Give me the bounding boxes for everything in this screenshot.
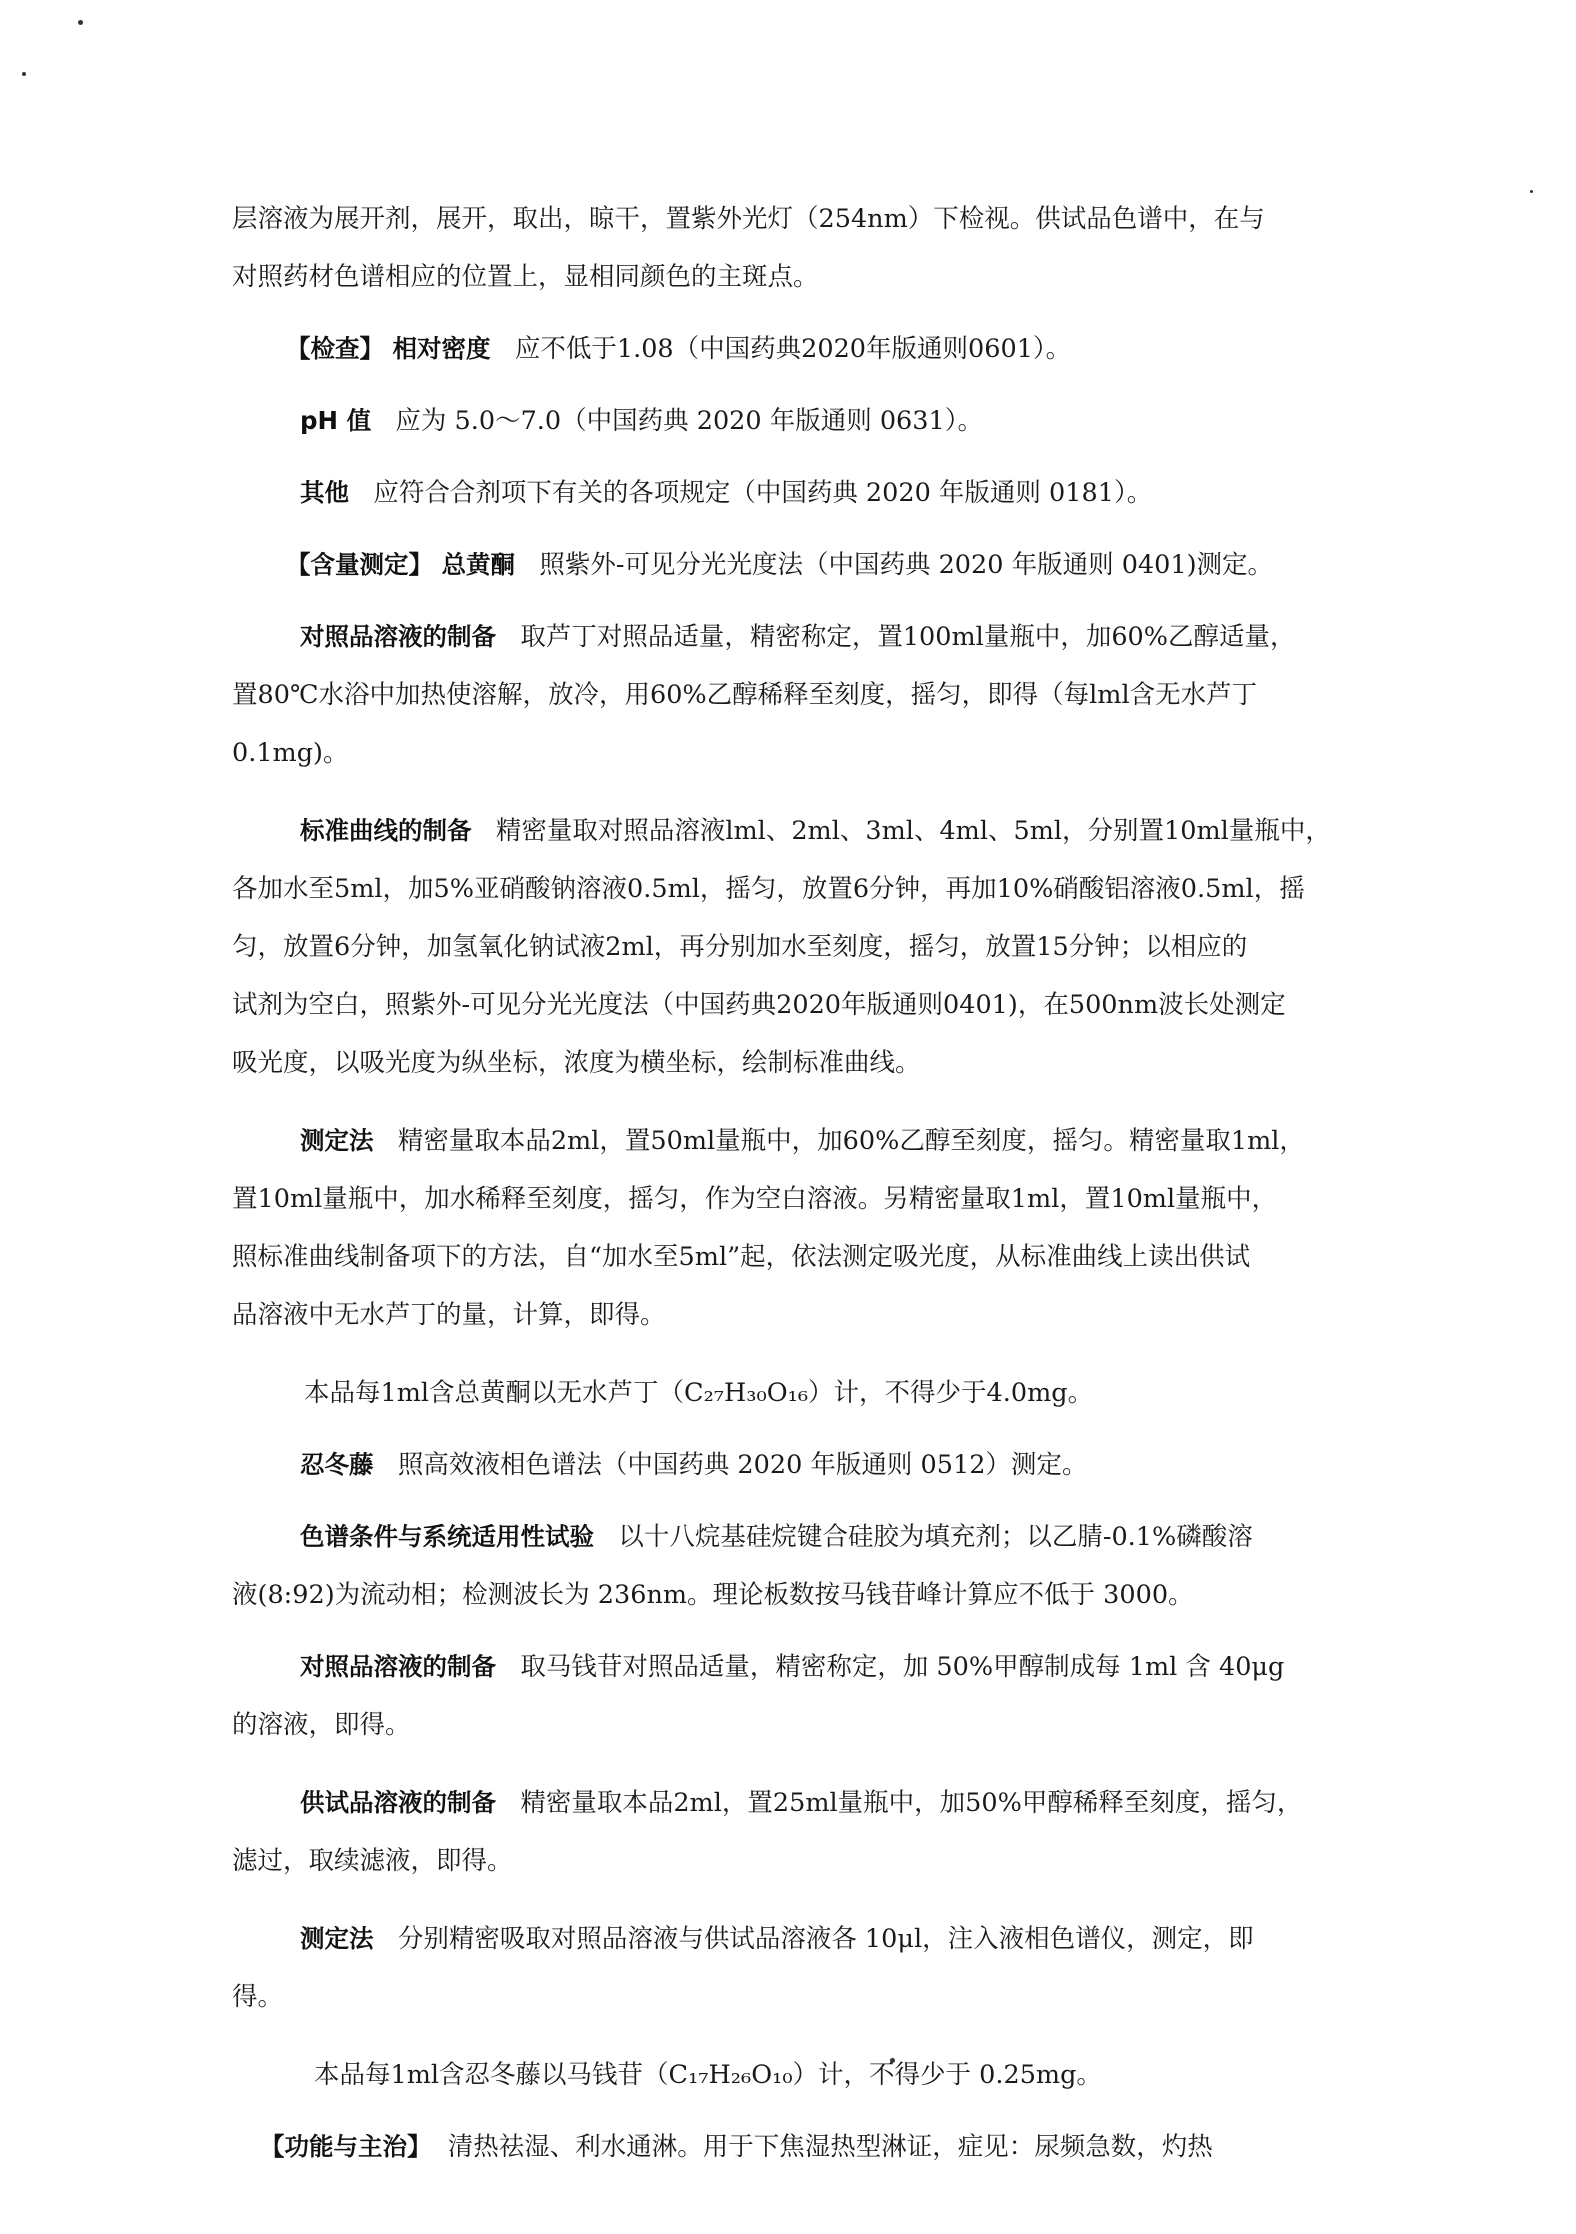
text-line [232,1832,1352,1890]
line-heading: 【含量测定】 总黄酮 [286,550,516,579]
line-text: 取马钱苷对照品适量，精密称定，加 50%甲醇制成每 1ml 含 40μg [520,1652,1285,1682]
line-text: 对照药材色谱相应的位置上，显相同颜色的主斑点。 [232,262,819,292]
text-line [232,1910,1352,1968]
line-text: 应为 5.0～7.0（中国药典 2020 年版通则 0631）。 [395,406,983,436]
text-line [232,1228,1352,1286]
line-text: 液(8:92)为流动相；检测波长为 236nm。理论板数按马钱苷峰计算应不低于 3000。 [232,1580,1194,1610]
text-line [232,1696,1352,1754]
line-text: 本品每1ml含忍冬藤以马钱苷（C₁₇H₂₆O₁₀）计，不得少于 0.25mg。 [314,2060,1102,2090]
line-text: 各加水至5ml，加5%亚硝酸钠溶液0.5ml，摇匀，放置6分钟，再加10%硝酸铝溶液0.5ml，摇 [232,874,1305,904]
line-text: 得。 [232,1982,284,2012]
text-line [232,1112,1352,1170]
line-heading: 测定法 [300,1924,374,1953]
line-heading: 【检查】 相对密度 [286,334,491,363]
text-line [232,1508,1352,1566]
line-text: 0.1mg)。 [232,738,349,768]
line-text: 滤过，取续滤液，即得。 [232,1846,513,1876]
text-line [232,1566,1352,1624]
line-heading: 供试品溶液的制备 [300,1788,496,1817]
line-text: 的溶液，即得。 [232,1710,411,1740]
text-line [232,1436,1352,1494]
text-line [232,190,1352,248]
line-text: 精密量取对照品溶液lml、2ml、3ml、4ml、5ml，分别置10ml量瓶中， [495,816,1331,846]
line-heading: 测定法 [300,1126,374,1155]
line-text: 试剂为空白，照紫外-可见分光光度法（中国药典2020年版通则0401)，在500nm波长处测定 [232,990,1286,1020]
line-heading: 对照品溶液的制备 [300,1652,496,1681]
line-text: 置10ml量瓶中，加水稀释至刻度，摇匀，作为空白溶液。另精密量取1ml，置10ml量瓶中， [232,1184,1278,1214]
document-body [232,190,1352,2176]
line-text: 照标准曲线制备项下的方法，自“加水至5ml”起，依法测定吸光度，从标准曲线上读出供试 [232,1242,1251,1272]
text-line [232,802,1352,860]
scan-speck [78,20,83,25]
text-line [232,2046,1352,2104]
text-line [232,1286,1352,1344]
line-text: 应不低于1.08（中国药典2020年版通则0601）。 [514,334,1072,364]
ph-line [232,392,1352,450]
line-text: 吸光度，以吸光度为纵坐标，浓度为横坐标，绘制标准曲线。 [232,1048,921,1078]
line-text: 匀，放置6分钟，加氢氧化钠试液2ml，再分别加水至刻度，摇匀，放置15分钟；以相应的 [232,932,1248,962]
text-line [232,1638,1352,1696]
scan-speck [22,72,26,76]
line-text: 照紫外-可见分光光度法（中国药典 2020 年版通则 0401)测定。 [539,550,1274,580]
text-line [232,1968,1352,2026]
line-heading: 【功能与主治】 [260,2132,432,2161]
text-line [232,860,1352,918]
scan-speck [1530,190,1533,193]
line-heading: 色谱条件与系统适用性试验 [300,1522,594,1551]
other-line [232,464,1352,522]
text-line [232,666,1352,724]
function-heading-line [232,2118,1352,2176]
text-line [232,976,1352,1034]
line-text: 应符合合剂项下有关的各项规定（中国药典 2020 年版通则 0181）。 [373,478,1153,508]
line-text: 照高效液相色谱法（中国药典 2020 年版通则 0512）测定。 [397,1450,1088,1480]
line-heading: 其他 [300,478,349,507]
text-line [232,1170,1352,1228]
line-text: 置80℃水浴中加热使溶解，放冷，用60%乙醇稀释至刻度，摇匀，即得（每lml含无水芦丁 [232,680,1258,710]
text-line [232,248,1352,306]
line-text: 本品每1ml含总黄酮以无水芦丁（C₂₇H₃₀O₁₆）计，不得少于4.0mg。 [304,1378,1094,1408]
text-line [232,724,1352,782]
line-heading: 忍冬藤 [300,1450,374,1479]
text-line [232,1774,1352,1832]
assay-heading-line [232,536,1352,594]
line-heading: 标准曲线的制备 [300,816,472,845]
text-line [232,1034,1352,1092]
line-text: 清热祛湿、利水通淋。用于下焦湿热型淋证，症见：尿频急数，灼热 [447,2132,1213,2162]
line-heading: pH 值 [300,406,372,435]
line-text: 以十八烷基硅烷键合硅胶为填充剂；以乙腈-0.1%磷酸溶 [618,1522,1253,1552]
inspection-heading-line [232,320,1352,378]
line-text: 品溶液中无水芦丁的量，计算，即得。 [232,1300,666,1330]
text-line [232,918,1352,976]
text-line [232,1364,1352,1422]
line-text: 取芦丁对照品适量，精密称定，置100ml量瓶中，加60%乙醇适量， [520,622,1296,652]
line-heading: 对照品溶液的制备 [300,622,496,651]
line-text: 层溶液为展开剂，展开，取出，晾干，置紫外光灯（254nm）下检视。供试品色谱中，在与 [232,204,1265,234]
line-text: 精密量取本品2ml，置50ml量瓶中，加60%乙醇至刻度，摇匀。精密量取1ml， [397,1126,1305,1156]
line-text: 分别精密吸取对照品溶液与供试品溶液各 10μl，注入液相色谱仪，测定，即 [397,1924,1254,1954]
line-text: 精密量取本品2ml，置25ml量瓶中，加50%甲醇稀释至刻度，摇匀， [520,1788,1303,1818]
text-line [232,608,1352,666]
